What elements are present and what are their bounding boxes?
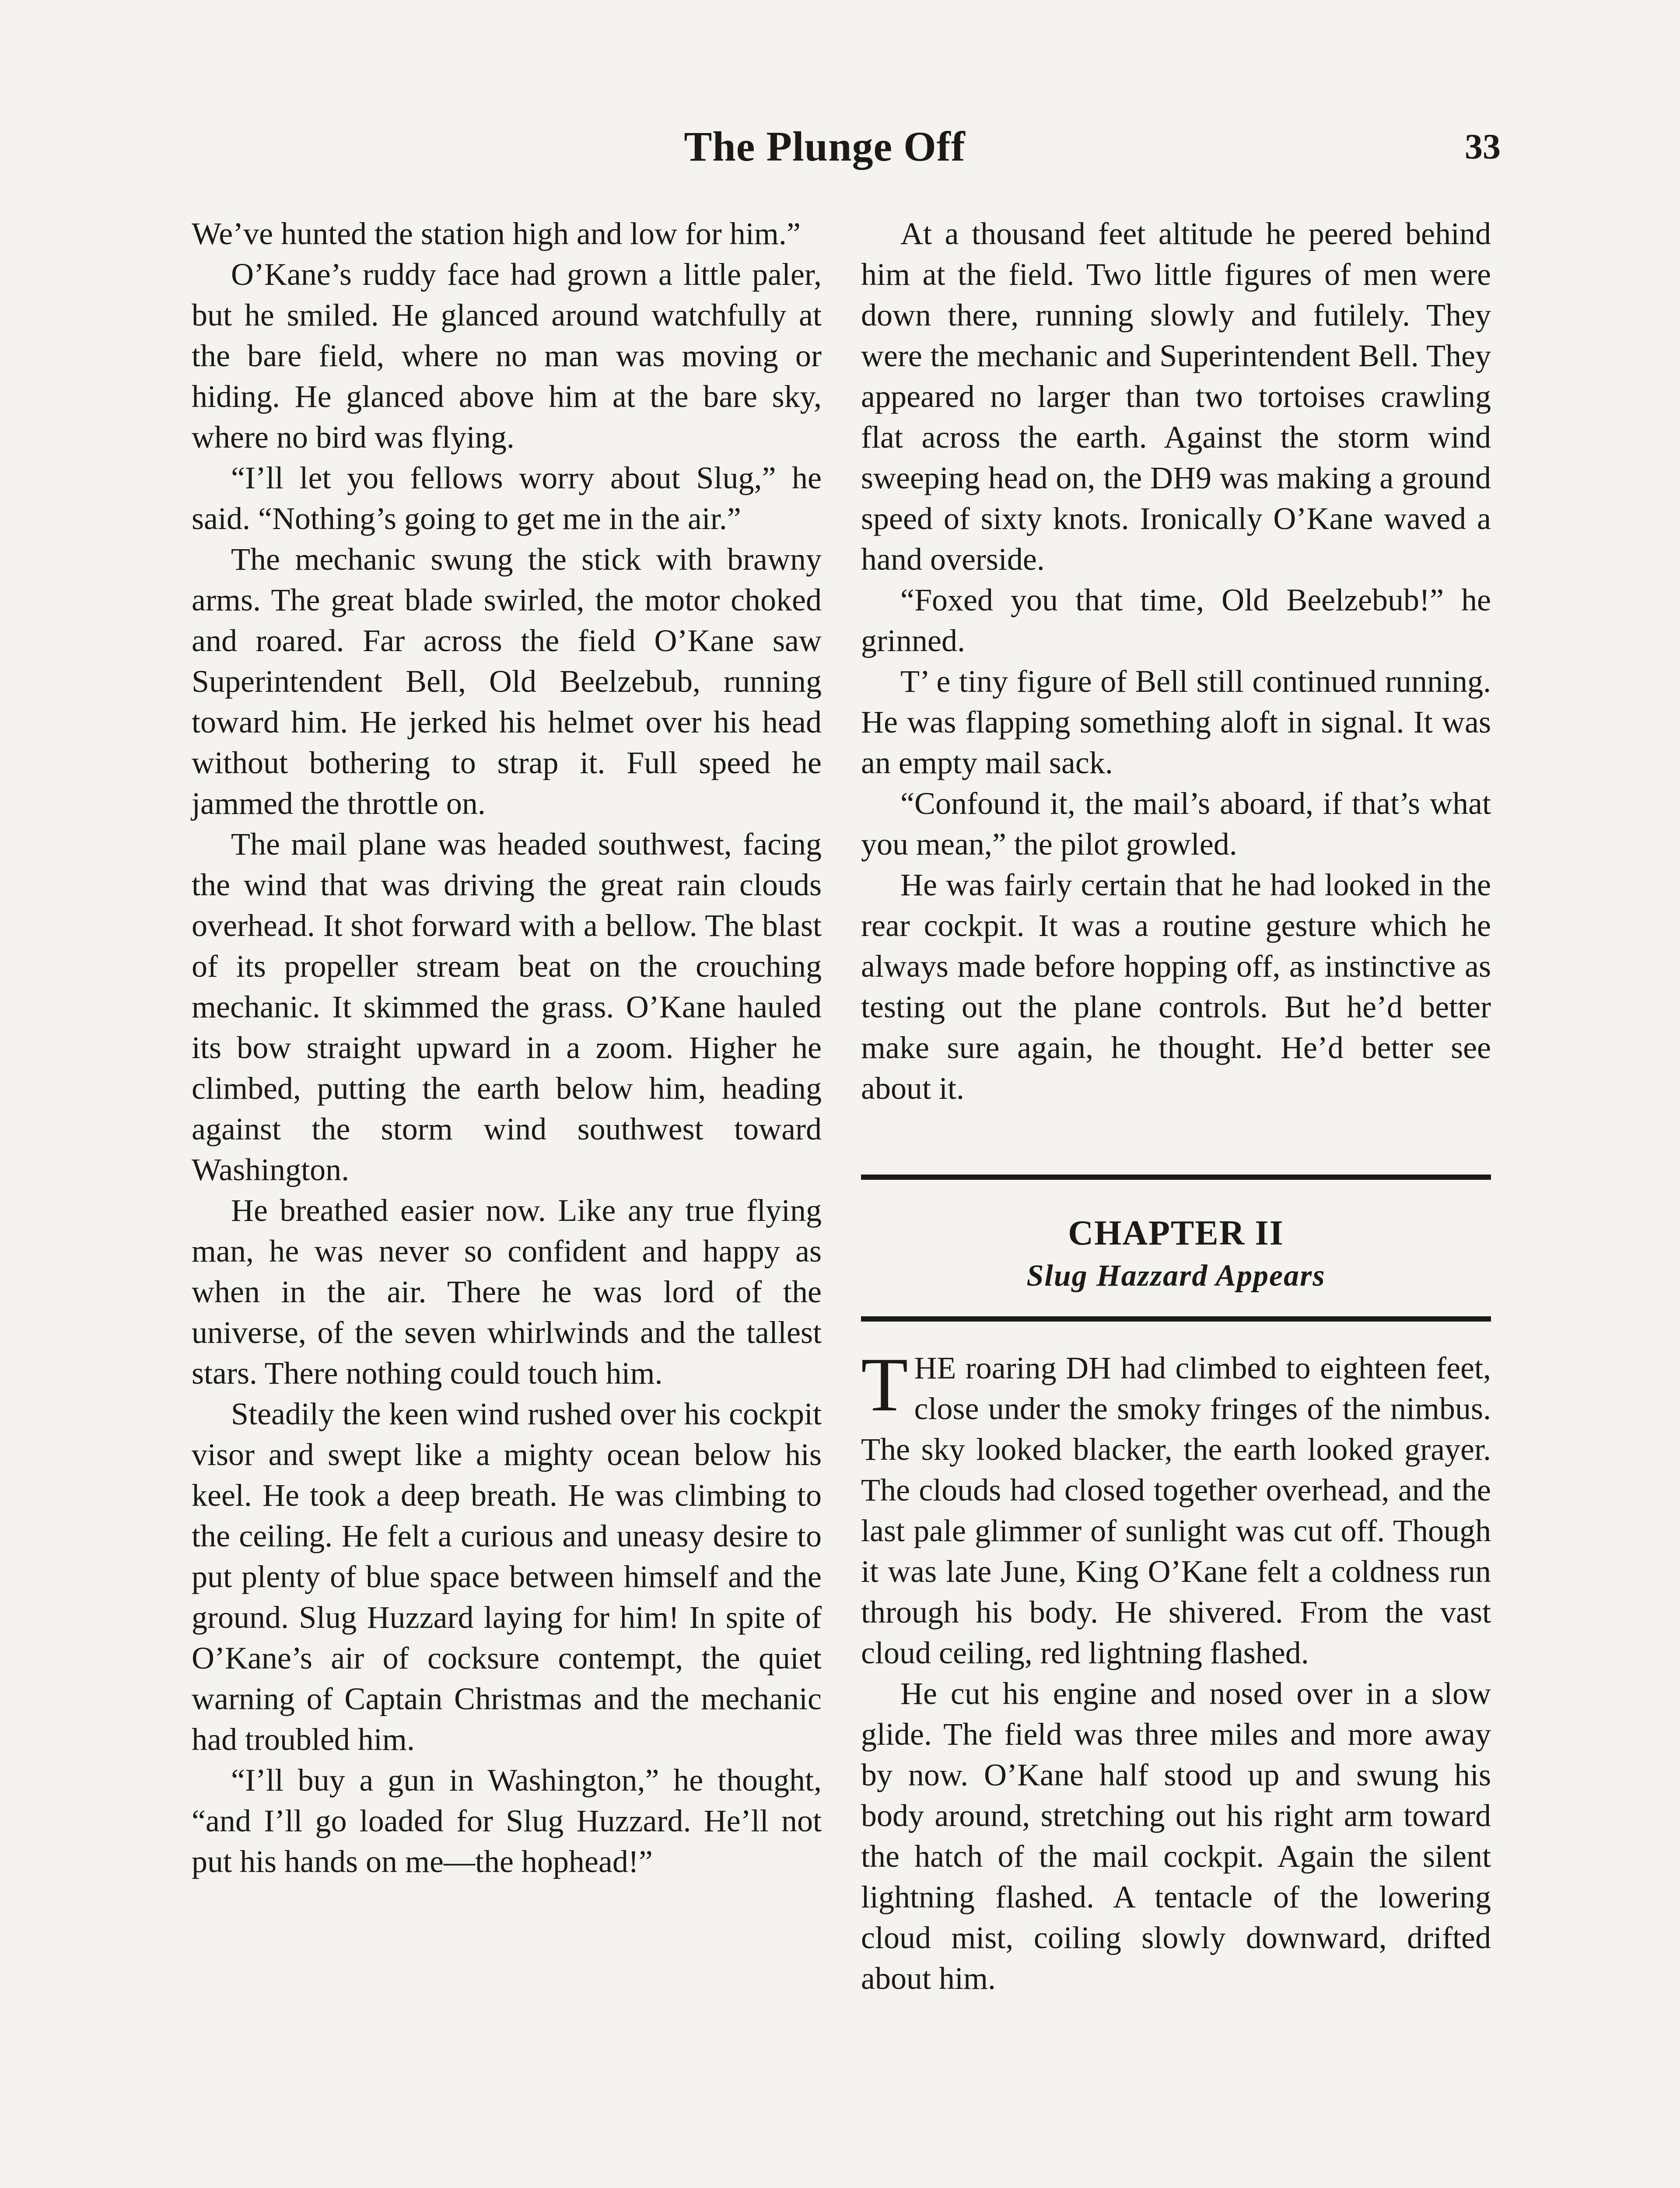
paragraph: Steadily the keen wind rushed over his cockpit visor and swept like a mighty ocean below his keel. He took a deep breath. He was climbing to the ceiling. He felt a curious and uneasy desire to put plenty of blue space between himself and the ground. Slug Huzzard laying for him! In spite of O’Kane’s air of cocksure contempt, the quiet warning of Captain Christmas and the mechanic had troubled him. <box>192 1396 822 1757</box>
paragraph: “I’ll buy a gun in Washington,” he thought, “and I’ll go loaded for Slug Huzzard. He’ll not put his hands on me—the hophead!” <box>192 1763 822 1879</box>
running-title: The Plunge Off <box>684 123 966 170</box>
paragraph: At a thousand feet altitude he peered behind him at the field. Two little figures of men were down there, running slowly and futilely. They were the mechanic and Superintendent Bell. They appeared no larger than two tortoises crawling flat across the earth. Against the storm wind sweeping head on, the DH9 was making a ground speed of sixty knots. Ironically O’Kane waved a hand overside. <box>861 216 1491 577</box>
paragraph: He was fairly certain that he had looked in the rear cockpit. It was a routine gesture which he always made before hopping off, as instinctive as testing out the plane controls. But he’d better make sure again, he thought. He’d better see about it. <box>861 867 1491 1106</box>
paragraph: We’ve hunted the station high and low for him.” <box>192 216 801 251</box>
paragraph: “Foxed you that time, Old Beelzebub!” he grinned. <box>861 582 1491 658</box>
left-column <box>192 214 822 1882</box>
chapter-heading: CHAPTER II <box>1068 1214 1284 1252</box>
spacer <box>861 1322 1491 1348</box>
paragraph: “I’ll let you fellows worry about Slug,” he said. “Nothing’s going to get me in the air.” <box>192 460 822 536</box>
paragraph: He breathed easier now. Like any true flying man, he was never so confident and happy as when in the air. There he was lord of the universe, of the seven whirlwinds and the tallest stars. There nothing could touch him. <box>192 1193 822 1391</box>
chapter-opening-paragraph <box>861 1342 1491 1673</box>
opening-text: HE roaring DH had climbed to eighteen feet, close under the smoky fringes of the nimbus. The sky looked blacker, the earth looked grayer. The clouds had closed together overhead, and the last pale glimmer of sunlight was cut off. Though it was late June, King O’Kane felt a coldness run through his body. He shivered. From the vast cloud ceiling, red lightning flashed. <box>861 1350 1491 1670</box>
chapter-header <box>861 1180 1491 1316</box>
page-number: 33 <box>1465 126 1501 166</box>
chapter-rule-top <box>861 1175 1491 1180</box>
paragraph: O’Kane’s ruddy face had grown a little paler, but he smiled. He glanced around watchfully at the bare field, where no man was moving or hiding. He glanced above him at the bare sky, where no bird was flying. <box>192 257 822 455</box>
chapter-subtitle: Slug Hazzard Appears <box>1026 1259 1326 1293</box>
right-column <box>861 214 1491 1999</box>
paragraph: The mail plane was headed southwest, facing the wind that was driving the great rain clouds overhead. It shot forward with a bellow. The blast of its propeller stream beat on the crouching mechanic. It skimmed the grass. O’Kane hauled its bow straight upward in a zoom. Higher he climbed, putting the earth below him, heading against the storm wind southwest toward Washington. <box>192 827 822 1187</box>
paragraph: He cut his engine and nosed over in a slow glide. The field was three miles and more away by now. O’Kane half stood up and swung his body around, stretching out his right arm toward the hatch of the mail cockpit. Again the silent lightning flashed. A tentacle of the lowering cloud mist, coiling slowly downward, drifted about him. <box>861 1676 1491 1996</box>
spacer <box>861 1109 1491 1175</box>
paragraph: T’ e tiny figure of Bell still continued running. He was flapping something aloft in signal. It was an empty mail sack. <box>861 664 1491 780</box>
drop-cap: T <box>861 1342 908 1427</box>
paragraph: The mechanic swung the stick with brawny arms. The great blade swirled, the motor choked and roared. Far across the field O’Kane saw Superintendent Bell, Old Beelzebub, running toward him. He jerked his helmet over his head without bothering to strap it. Full speed he jammed the throttle on. <box>192 542 822 821</box>
chapter-rule-bottom <box>861 1316 1491 1322</box>
running-head <box>188 118 1501 175</box>
paragraph: “Confound it, the mail’s aboard, if that’s what you mean,” the pilot growled. <box>861 786 1491 862</box>
